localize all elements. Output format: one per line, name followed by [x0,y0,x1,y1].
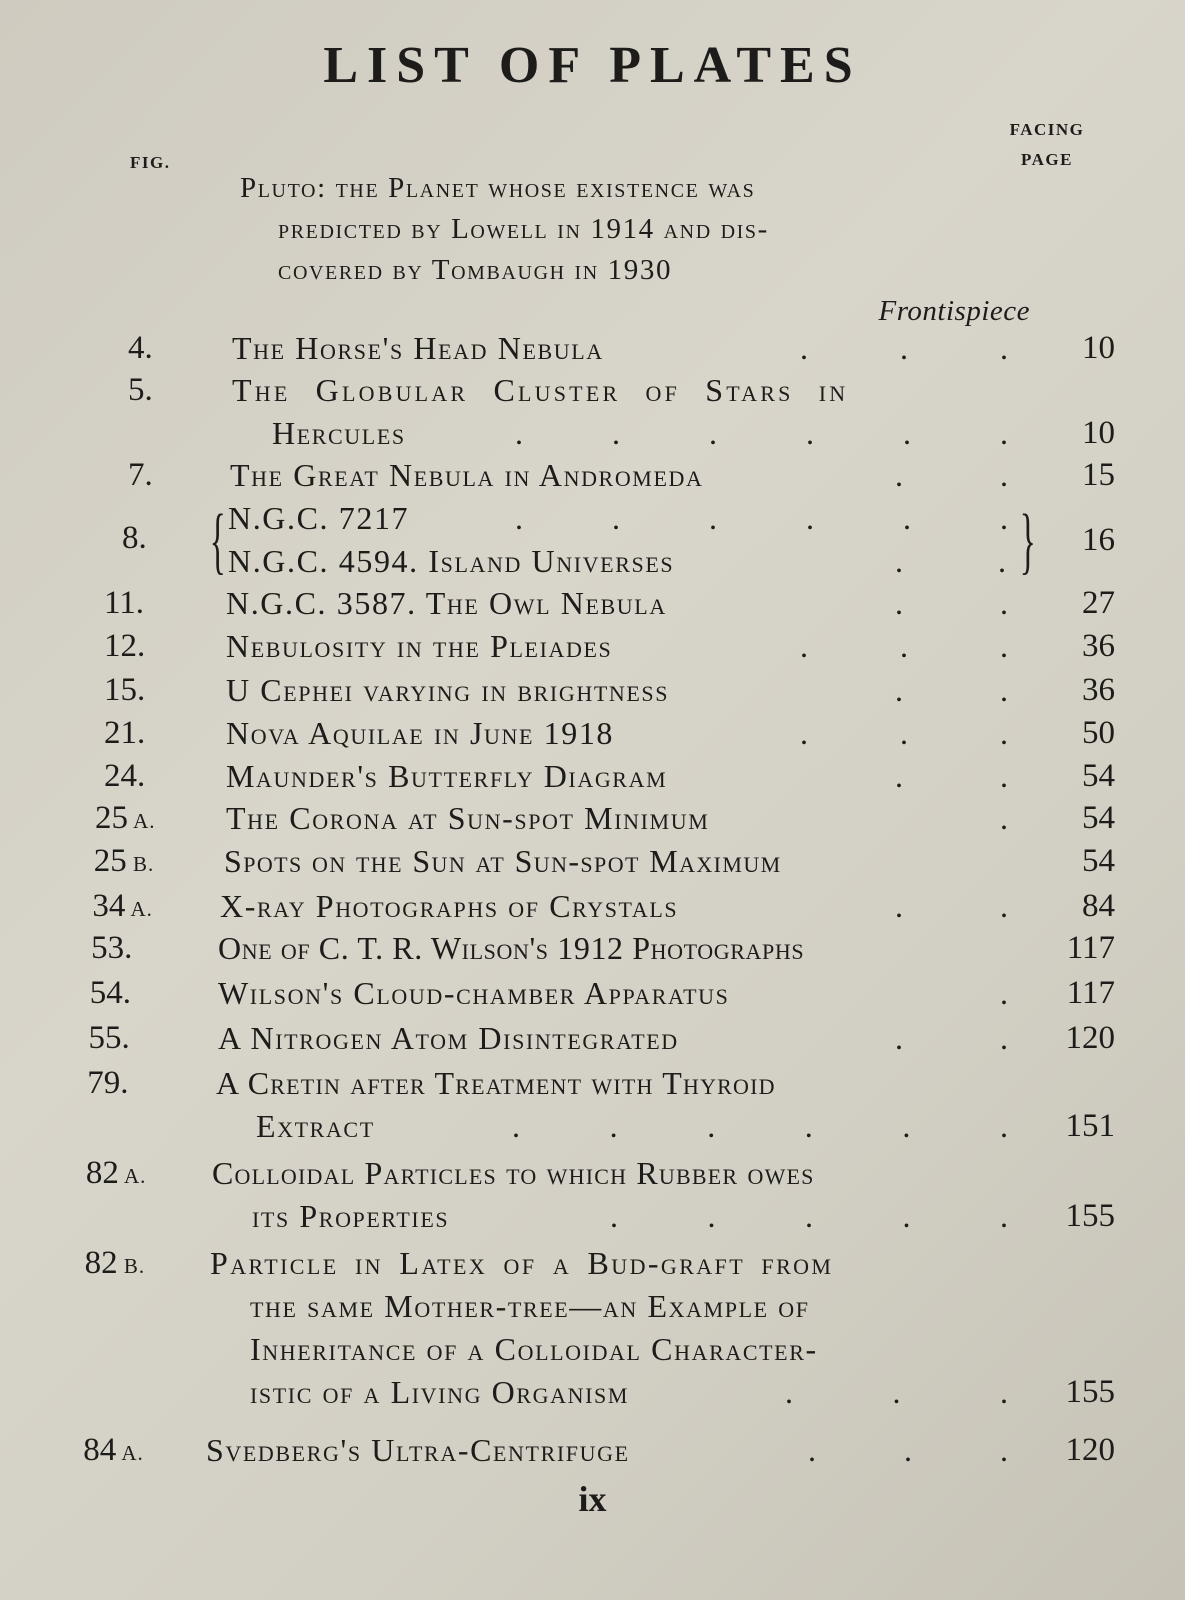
plate-title-line: The Corona at Sun-spot Minimum [226,800,710,836]
leader-dot: . [806,500,814,536]
fig-number-text: 82 [85,1155,119,1191]
plate-title-line: X-ray Photographs of Crystals [220,888,679,924]
plate-title-line: istic of a Living Organism [250,1374,630,1410]
frontispiece-entry [240,168,1030,332]
leader-dot: . [892,1374,901,1410]
leader-dot: . [609,1108,618,1144]
leader-dot: . [1000,715,1008,751]
facing-page-number: 155 [1065,1374,1115,1410]
facing-page-number: 27 [1082,585,1115,621]
fig-suffix: B. [126,852,155,876]
facing-page-number: 10 [1082,415,1115,451]
leader-dot: . [1000,1020,1008,1056]
leader-dot: . [610,1198,618,1234]
fig-number [95,800,195,837]
plate-title-line: N.G.C. 7217 [228,500,410,536]
fig-number [128,330,228,367]
leader-dot: . [805,1198,813,1234]
leader-dot: . [1000,800,1008,836]
leader-dot: . [707,1108,716,1144]
page-label: PAGE [1021,150,1073,169]
leader-dot: . [1000,1108,1008,1144]
plate-title-line: Nova Aquilae in June 1918 [226,715,615,751]
facing-page-number: 117 [1066,975,1115,1011]
fig-number [122,520,222,557]
fig-number [87,1065,187,1102]
fig-number-text: 5. [128,372,153,408]
plate-title-line: Wilson's Cloud-chamber Apparatus [218,975,730,1011]
leader-dot: . [900,330,908,366]
leader-dot: . [904,1432,912,1468]
leader-dot: . [902,1108,911,1144]
leader-dot: . [612,415,620,451]
plate-title-line: A Nitrogen Atom Disintegrated [218,1020,679,1056]
fig-number-text: 4. [128,330,153,366]
leader-dot: . [1000,975,1008,1011]
leader-dot: . [1000,1198,1008,1234]
leader-dot: . [1000,330,1008,366]
leader-dot: . [895,585,903,621]
fig-number [92,888,192,925]
facing-page-number: 151 [1065,1108,1115,1144]
leader-dot: . [804,1108,813,1144]
fig-number [86,1155,186,1192]
fig-number [90,975,190,1012]
leader-dot: . [515,500,523,536]
fig-number [94,843,194,880]
plate-title-line: Particle in Latex of a Bud-graft from [210,1245,834,1281]
fig-suffix: A. [128,809,156,833]
facing-page-number: 120 [1065,1020,1115,1056]
leader-dot: . [903,415,911,451]
fig-number-text: 82 [84,1245,118,1281]
facing-page-number: 54 [1082,758,1115,794]
leader-dot: . [895,888,903,924]
plate-title-line: Hercules [272,415,406,451]
fig-number [128,372,228,409]
fig-number-text: 24. [104,758,146,794]
facing-page-number: 15 [1082,457,1115,493]
leader-dot: . [900,715,908,751]
fig-suffix: A. [116,1441,144,1465]
leader-dot: . [895,672,903,708]
facing-page-number: 155 [1065,1198,1115,1234]
leader-dot: . [806,415,814,451]
fig-number-text: 7. [128,457,153,493]
fig-number-text: 25 [93,843,127,879]
plate-title-line: A Cretin after Treatment with Thyroid [216,1065,776,1101]
facing-page-number: 50 [1082,715,1115,751]
leader-dot: . [1000,415,1008,451]
leader-dot: . [709,500,717,536]
fig-number-text: 25 [95,800,128,836]
plate-title-line: Svedberg's Ultra-Centrifuge [206,1432,630,1468]
facing-page-number: 54 [1082,843,1115,879]
fig-number-text: 15. [104,672,146,708]
leader-dot: . [1000,628,1008,664]
facing-page-number: 84 [1082,888,1115,924]
page-number: ix [578,1479,607,1519]
frontispiece-line: predicted by Lowell in 1914 and dis- [278,213,769,245]
plate-title-line: The Great Nebula in Andromeda [230,457,704,493]
leader-dot: . [1000,500,1008,536]
fig-number-text: 34 [92,888,126,924]
plate-title-line: Maunder's Butterfly Diagram [226,758,668,794]
plate-title-line: Inheritance of a Colloidal Character- [250,1331,818,1367]
leader-dot: . [785,1374,793,1410]
facing-page-number: 10 [1082,330,1115,366]
facing-page-number: 36 [1082,672,1115,708]
plate-title-line: its Properties [252,1198,450,1234]
leader-dot: . [1000,672,1008,708]
left-brace: { [209,500,226,582]
fig-number-text: 53. [91,930,133,966]
leader-dot: . [895,457,903,493]
leader-dot: . [1000,758,1008,794]
frontispiece-line: Pluto: the Planet whose existence was [240,172,756,204]
leader-dot: . [900,628,908,664]
fig-number [104,715,204,752]
leader-dot: . [800,628,808,664]
leader-dot: . [1000,457,1008,493]
fig-number [104,585,204,622]
leader-dot: . [512,1108,520,1144]
leader-dot: . [1000,585,1008,621]
leader-dot: . [895,758,903,794]
facing-page-header [997,115,1097,175]
fig-number [104,672,204,709]
facing-page-number: 117 [1066,930,1115,966]
leader-dot: . [800,330,808,366]
plate-title-line: Nebulosity in the Pleiades [226,628,613,664]
plate-title-line: N.G.C. 3587. The Owl Nebula [226,585,667,621]
facing-page-number: 16 [1082,521,1115,558]
leader-dot: . [902,1198,911,1234]
fig-number-text: 79. [87,1065,129,1101]
fig-number [85,1245,185,1282]
leader-dot: . [707,1198,716,1234]
frontispiece-line: covered by Tombaugh in 1930 [278,254,673,286]
leader-dot: . [895,543,903,579]
facing-page-number: 54 [1082,800,1115,836]
fig-number [91,930,191,967]
fig-number-text: 12. [104,628,146,664]
facing-label: FACING [1009,120,1085,139]
plate-title-line: The Globular Cluster of Stars in [232,372,849,408]
plate-title-line: Extract [256,1108,375,1144]
fig-number [83,1432,183,1469]
plate-title-line: N.G.C. 4594. Island Universes [228,543,675,579]
plate-title-line: the same Mother-tree—an Example of [250,1288,810,1324]
leader-dot: . [515,415,523,451]
leader-dot: . [800,715,808,751]
fig-column-header: FIG. [130,153,171,172]
plate-title-line: One of C. T. R. Wilson's 1912 Photographs [218,930,805,966]
fig-number [128,457,228,494]
leader-dot: . [709,415,717,451]
leader-dot: . [998,543,1006,579]
fig-number [104,758,204,795]
leader-dot: . [1000,1432,1008,1468]
fig-number-text: 55. [88,1020,130,1056]
leader-dot: . [903,500,911,536]
fig-number-text: 54. [89,975,132,1011]
fig-suffix: B. [117,1254,146,1278]
fig-number-text: 8. [122,520,147,556]
fig-number-text: 84 [83,1432,117,1468]
fig-number [104,628,204,665]
leader-dot: . [1000,1374,1008,1410]
page-title: LIST OF PLATES [323,37,862,94]
leader-dot: . [895,1020,903,1056]
facing-page-number: 120 [1065,1432,1115,1468]
fig-suffix: A. [118,1164,147,1188]
leader-dot: . [1000,888,1008,924]
leader-dot: . [808,1432,816,1468]
leader-dot: . [612,500,620,536]
plate-title-line: Spots on the Sun at Sun-spot Maximum [224,843,782,879]
facing-page-number: 36 [1082,628,1115,664]
frontispiece-label: Frontispiece [878,295,1030,327]
right-brace: } [1019,500,1036,582]
plate-title-line: Colloidal Particles to which Rubber owes [212,1155,815,1191]
fig-number-text: 11. [104,585,145,621]
fig-suffix: A. [125,897,153,921]
plate-title-line: U Cephei varying in brightness [226,672,670,708]
fig-number [89,1020,189,1057]
plate-title-line: The Horse's Head Nebula [232,330,604,366]
fig-number-text: 21. [104,715,146,751]
